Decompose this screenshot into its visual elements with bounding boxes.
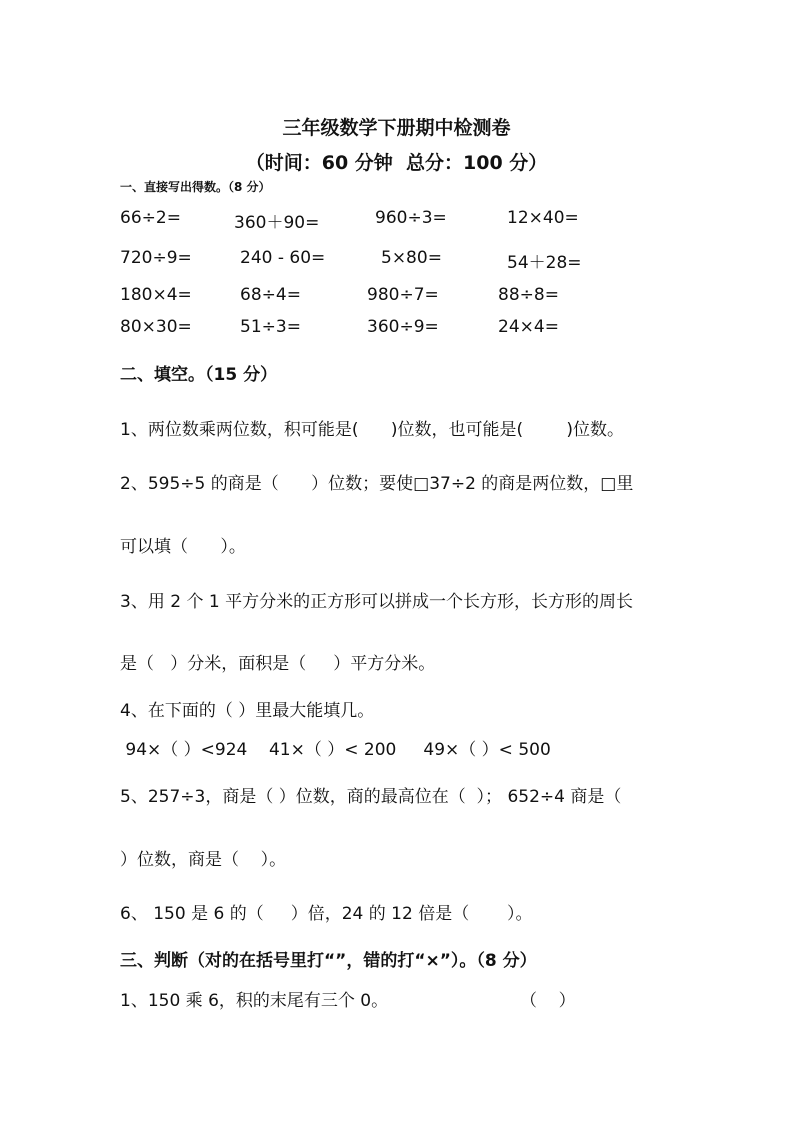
judgement-answer-blank[interactable]: （ ） [520, 991, 576, 1011]
section-1-heading: 一、直接写出得数。（8 分） [120, 180, 271, 194]
calc-item: 12×40= [507, 208, 579, 228]
calc-item: 360＋90= [234, 213, 320, 233]
question-line: 4、在下面的（ ）里最大能填几。 [120, 701, 375, 721]
calc-item: 720÷9= [120, 248, 192, 268]
calc-item: 54＋28= [507, 253, 582, 273]
question-line: 可以填（ ）。 [120, 537, 246, 557]
section-3-heading: 三、判断（对的在括号里打“”，错的打“×”）。（8 分） [120, 951, 537, 971]
question-line: 2、595÷5 的商是（ ）位数；要使□37÷2 的商是两位数，□里 [120, 474, 634, 494]
question-line: 1、两位数乘两位数，积可能是( )位数，也可能是( )位数。 [120, 420, 624, 440]
calc-item: 5×80= [381, 248, 442, 268]
judgement-item-text: 1、150 乘 6，积的末尾有三个 0。 [120, 991, 389, 1011]
calc-item: 360÷9= [367, 317, 439, 337]
question-line: 94×（ ）<924 41×（ ）< 200 49×（ ）< 500 [120, 740, 551, 760]
question-line: 3、用 2 个 1 平方分米的正方形可以拼成一个长方形，长方形的周长 [120, 592, 634, 612]
question-line: 6、 150 是 6 的（ ）倍，24 的 12 倍是（ ）。 [120, 904, 533, 924]
calc-item: 66÷2= [120, 208, 181, 228]
calc-item: 88÷8= [498, 285, 559, 305]
calc-item: 24×4= [498, 317, 559, 337]
section-2-heading: 二、填空。（15 分） [120, 365, 278, 385]
calc-item: 240 - 60= [240, 248, 326, 268]
calc-item: 960÷3= [375, 208, 447, 228]
calc-item: 51÷3= [240, 317, 301, 337]
calc-item: 980÷7= [367, 285, 439, 305]
question-line: 5、257÷3，商是（ ）位数，商的最高位在（ ）； 652÷4 商是（ [120, 787, 622, 807]
calc-item: 180×4= [120, 285, 192, 305]
page-title: 三年级数学下册期中检测卷 [282, 117, 511, 139]
calc-item: 80×30= [120, 317, 192, 337]
question-line: ）位数，商是（ ）。 [120, 850, 287, 870]
calc-item: 68÷4= [240, 285, 301, 305]
question-line: 是（ ）分米，面积是（ ）平方分米。 [120, 654, 436, 674]
page-subtitle: （时间：60 分钟 总分：100 分） [245, 152, 548, 174]
